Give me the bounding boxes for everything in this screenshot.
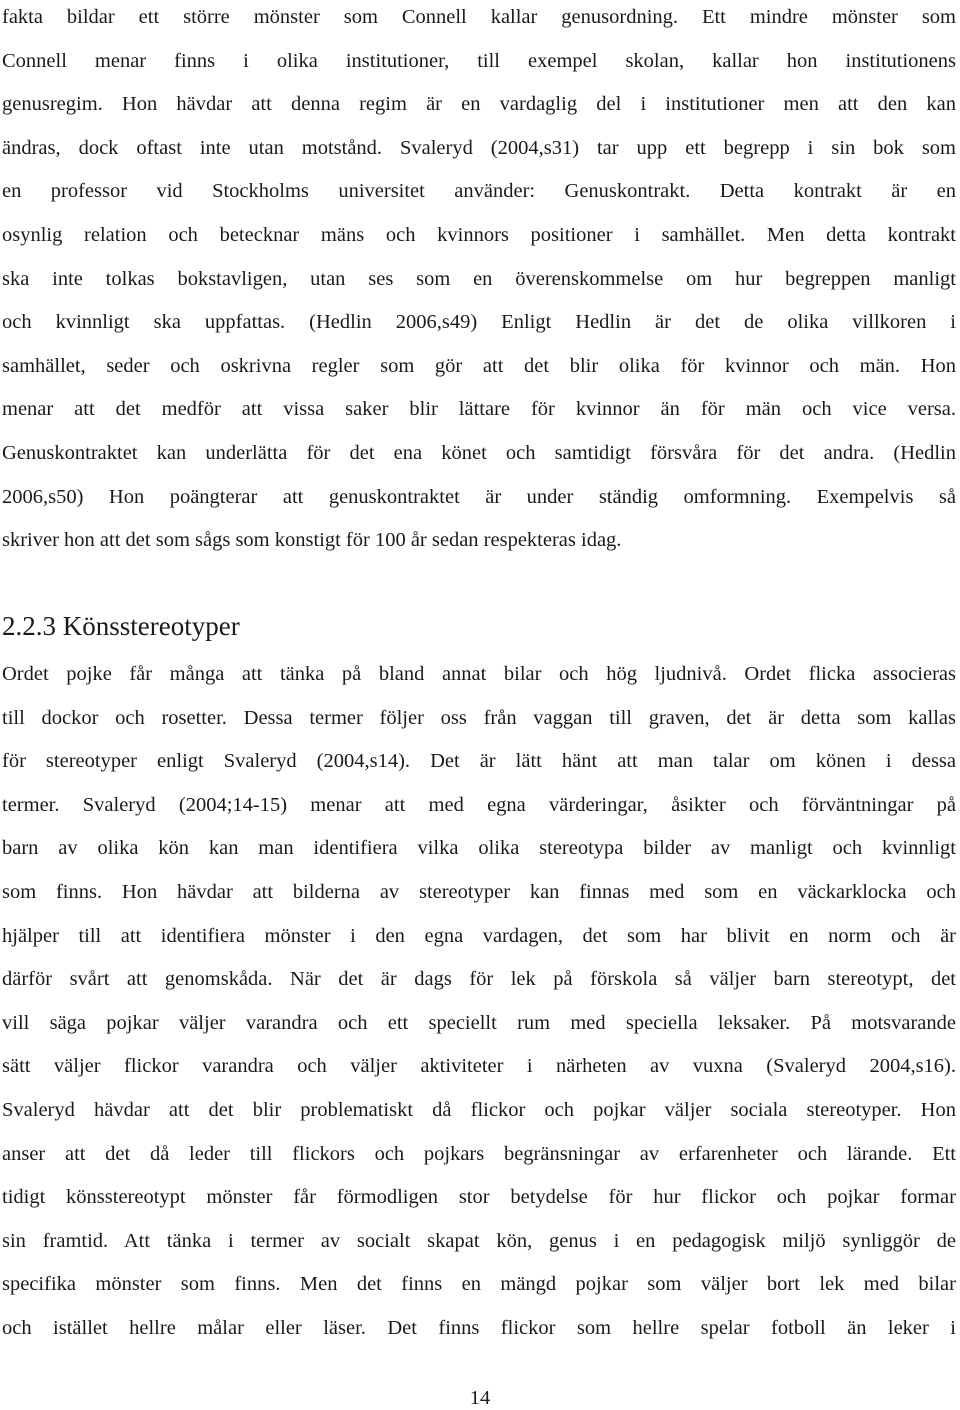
text-line: Ordet pojke får många att tänka på bland annat bilar och hög ljudnivå. Ordet flicka associeras <box>2 663 956 685</box>
text-line: till dockor och rosetter. Dessa termer följer oss från vaggan till graven, det är detta som kallas <box>2 706 956 729</box>
text-line: termer. Svaleryd (2004;14-15) menar att med egna värderingar, åsikter och förväntningar på <box>2 793 956 816</box>
section-heading: 2.2.3 Könsstereotyper <box>2 611 240 641</box>
text-line: anser att det då leder till flickors och pojkars begränsningar av erfarenheter och lärande. Ett <box>2 1142 956 1165</box>
text-line: för stereotyper enligt Svaleryd (2004,s14). Det är lätt hänt att man talar om könen i dessa <box>2 750 956 773</box>
text-line: barn av olika kön kan man identifiera vilka olika stereotypa bilder av manligt och kvinnligt <box>2 837 956 860</box>
text-line: fakta bildar ett större mönster som Connell kallar genusordning. Ett mindre mönster som <box>2 6 956 28</box>
text-line: ska inte tolkas bokstavligen, utan ses som en överenskommelse om hur begreppen manligt <box>2 267 956 290</box>
text-line: sin framtid. Att tänka i termer av socialt skapat kön, genus i en pedagogisk miljö synliggör de <box>2 1229 956 1252</box>
text-line: Svaleryd hävdar att det blir problematiskt då flickor och pojkar väljer sociala stereotyper. Hon <box>2 1098 956 1121</box>
text-line: Connell menar finns i olika institutioner, till exempel skolan, kallar hon institutionens <box>2 49 956 72</box>
text-line: 2006,s50) Hon poängterar att genuskontraktet är under ständig omformning. Exempelvis så <box>2 485 956 508</box>
text-line: tidigt könsstereotypt mönster får förmodligen stor betydelse för hur flickor och pojkar formar <box>2 1186 956 1209</box>
page-number: 14 <box>469 1387 491 1409</box>
text-line: hjälper till att identifiera mönster i den egna vardagen, det som har blivit en norm och är <box>2 924 956 947</box>
text-line: sätt väljer flickor varandra och väljer aktiviteter i närheten av vuxna (Svaleryd 2004,s16). <box>2 1055 956 1078</box>
text-line: en professor vid Stockholms universitet använder: Genuskontrakt. Detta kontrakt är en <box>2 180 956 203</box>
text-line: menar att det medför att vissa saker blir lättare för kvinnor än för män och vice versa. <box>2 398 956 421</box>
paragraph-konsstereotyper <box>2 653 956 1351</box>
text-line: skriver hon att det som sågs som konstigt för 100 år sedan respekteras idag. <box>2 529 622 552</box>
text-line: vill säga pojkar väljer varandra och ett speciellt rum med speciella leksaker. På motsvarande <box>2 1011 956 1034</box>
text-line: osynlig relation och betecknar mäns och kvinnors positioner i samhället. Men detta kontrakt <box>2 223 956 246</box>
text-line: ändras, dock oftast inte utan motstånd. Svaleryd (2004,s31) tar upp ett begrepp i sin bok som <box>2 136 956 159</box>
text-line: som finns. Hon hävdar att bilderna av stereotyper kan finnas med som en väckarklocka och <box>2 880 956 903</box>
text-line: därför svårt att genomskåda. När det är dags för lek på förskola så väljer barn stereotypt, det <box>2 968 956 991</box>
text-line: specifika mönster som finns. Men det finns en mängd pojkar som väljer bort lek med bilar <box>2 1273 956 1296</box>
text-line: Genuskontraktet kan underlätta för det ena könet och samtidigt försvåra för det andra. (Hedlin <box>2 441 956 464</box>
text-line: samhället, seder och oskrivna regler som gör att det blir olika för kvinnor och män. Hon <box>2 354 956 377</box>
text-line: och kvinnligt ska uppfattas. (Hedlin 2006,s49) Enligt Hedlin är det de olika villkoren i <box>2 311 956 334</box>
text-line: och istället hellre målar eller läser. Det finns flickor som hellre spelar fotboll än leker i <box>2 1316 956 1339</box>
text-line: genusregim. Hon hävdar att denna regim är en vardaglig del i institutioner men att den kan <box>2 93 956 116</box>
paragraph-genusregim <box>2 0 956 563</box>
